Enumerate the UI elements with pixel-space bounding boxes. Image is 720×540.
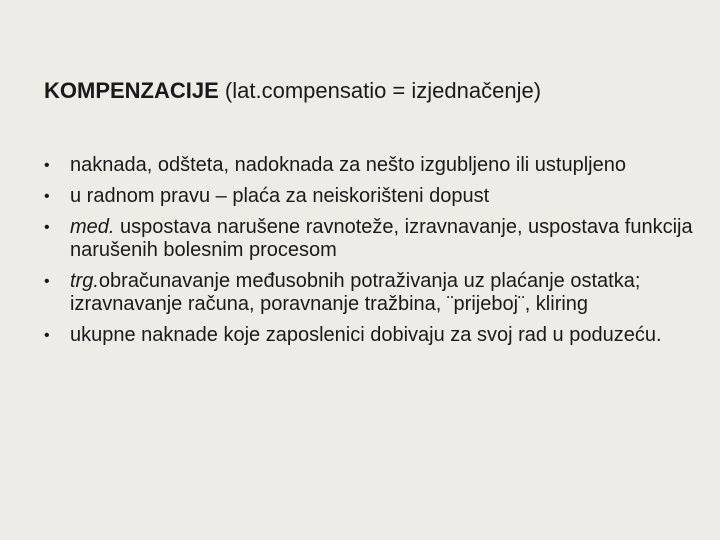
list-item-text: obračunavanje međusobnih potraživanja uz plaćanje ostatka; izravnavanje računa, poravnanje tražbina, ¨prijeboj¨, kliring xyxy=(70,270,641,315)
list-item xyxy=(44,216,694,262)
list-item-text: naknada, odšteta, nadoknada za nešto izgubljeno ili ustupljeno xyxy=(70,154,626,176)
list-item-prefix: med. xyxy=(70,216,115,238)
definition-list xyxy=(44,154,694,355)
bullet-icon: • xyxy=(44,157,50,174)
list-item xyxy=(44,270,694,316)
list-item-prefix: trg. xyxy=(70,270,99,292)
bullet-icon: • xyxy=(44,327,50,344)
title-etymology: (lat.compensatio = izjednačenje) xyxy=(218,78,542,103)
list-item xyxy=(44,324,694,347)
list-item xyxy=(44,185,694,208)
title-term: KOMPENZACIJE xyxy=(44,78,219,103)
bullet-icon: • xyxy=(44,188,50,205)
bullet-icon: • xyxy=(44,219,50,236)
list-item-text: uspostava narušene ravnoteže, izravnavanje, uspostava funkcija narušenih bolesnim procesom xyxy=(70,216,693,261)
bullet-icon: • xyxy=(44,273,50,290)
list-item-text: ukupne naknade koje zaposlenici dobivaju za svoj rad u poduzeću. xyxy=(70,324,662,346)
list-item-text: u radnom pravu – plaća za neiskorišteni dopust xyxy=(70,185,490,207)
list-item xyxy=(44,154,694,177)
slide-title xyxy=(44,76,541,106)
